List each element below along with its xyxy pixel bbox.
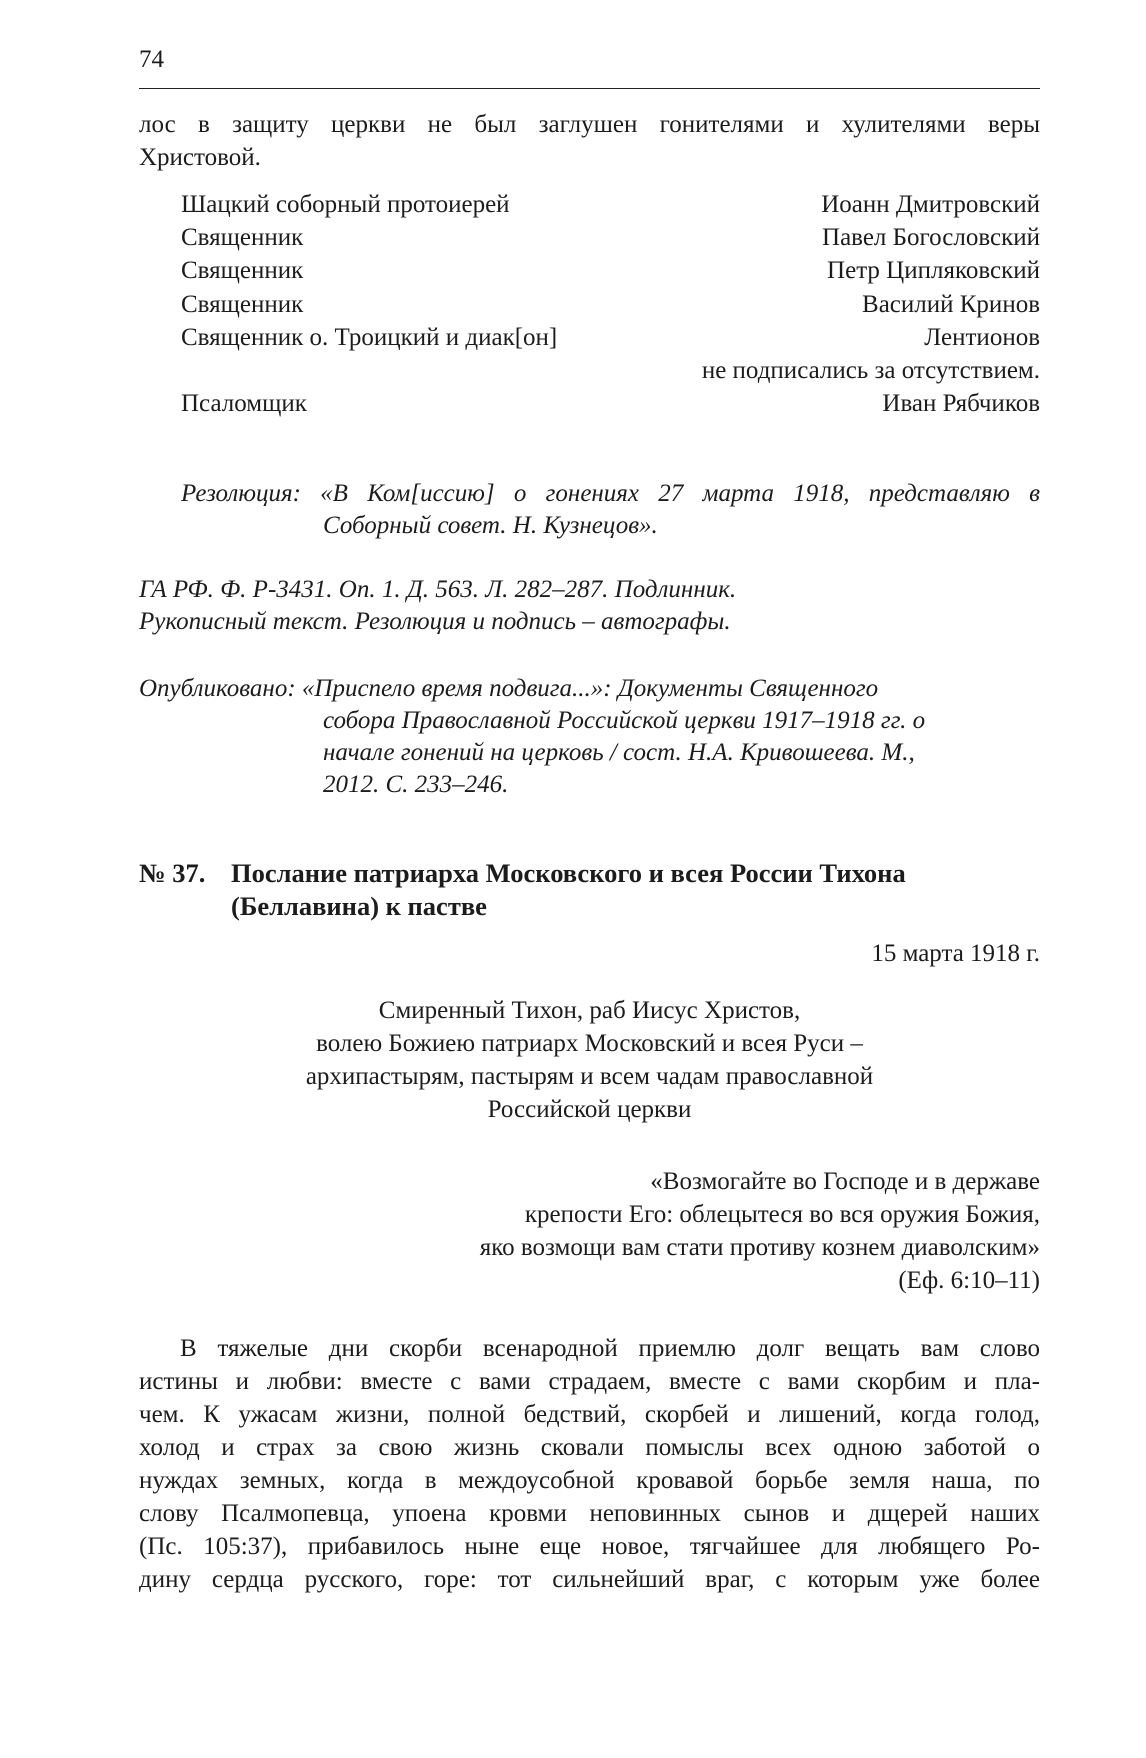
- signature-row: [181, 188, 1040, 221]
- signature-name: Иван Рябчиков: [882, 390, 1040, 418]
- signature-name: Василий Кринов: [862, 290, 1040, 318]
- epigraph: [139, 1165, 1040, 1297]
- archive-line: ГА РФ. Ф. Р-3431. Оп. 1. Д. 563. Л. 282–287. Подлинник.: [139, 576, 737, 603]
- document-heading: [139, 857, 1040, 923]
- address-line: волею Божиею патриарх Московский и всея Руси –: [316, 1030, 863, 1057]
- epigraph-line: «Возмогайте во Господе и в державе: [650, 1168, 1040, 1195]
- header-rule: [139, 88, 1040, 89]
- publication-label: Опубликовано:: [139, 675, 296, 702]
- document-title: Послание патриарха Московского и всея России Тихона: [231, 858, 906, 888]
- signature-role: Священник: [181, 257, 304, 285]
- epigraph-line: яко возмощи вам стати противу кознем диаволским»: [479, 1234, 1040, 1261]
- text-line: холод и страх за свою жизнь сковали помыслы всех одною заботой о: [139, 1434, 1040, 1461]
- publication-text-cont: собора Православной Российской церкви 1917–1918 гг. о: [323, 707, 926, 734]
- address-block: [139, 994, 1040, 1126]
- text-line: чем. К ужасам жизни, полной бедствий, скорбей и лишений, когда голод,: [139, 1401, 1040, 1428]
- document-date: 15 марта 1918 г.: [871, 940, 1040, 967]
- signature-name: Лентионов: [924, 323, 1040, 351]
- publication-first-line: [139, 673, 1040, 705]
- archive-line: Рукописный текст. Резолюция и подпись – автографы.: [139, 608, 731, 635]
- signature-role: Священник о. Троицкий и диак[он]: [181, 323, 558, 351]
- address-line: архипастырям, пастырям и всем чадам православной: [305, 1063, 874, 1090]
- signature-row: [181, 221, 1040, 254]
- resolution-note: [181, 478, 1040, 542]
- address-line: Российской церкви: [487, 1096, 692, 1123]
- page-number: 74: [139, 46, 164, 73]
- text-line: истины и любви: вместе с вами страдаем, вместе с вами скорбим и пла-: [139, 1368, 1040, 1395]
- resolution-first-line: [181, 478, 1040, 510]
- text-line: лос в защиту церкви не был заглушен гонителями и хулителями веры: [139, 111, 1040, 138]
- resolution-text-cont: Соборный совет. Н. Кузнецов».: [323, 512, 658, 539]
- archive-reference: [139, 574, 1040, 638]
- text-line: Христовой.: [139, 144, 261, 171]
- text-line: нуждах земных, когда в междоусобной кровавой борьбе земля наша, по: [139, 1467, 1040, 1494]
- signature-row: [181, 387, 1040, 420]
- body-paragraph: [139, 1332, 1040, 1596]
- text-line: (Пс. 105:37), прибавилось ныне еще новое, тягчайшее для любящего Ро-: [139, 1533, 1040, 1560]
- epigraph-source: (Еф. 6:10–11): [898, 1267, 1040, 1294]
- document-number: № 37.: [139, 858, 206, 888]
- heading-first-line: [139, 857, 1040, 890]
- signature-row: [181, 321, 1040, 354]
- opening-paragraph: [139, 108, 1040, 174]
- signature-name: Иоанн Дмитровский: [821, 191, 1040, 218]
- text-line: слову Псалмопевца, упоена кровми неповинных сынов и дщерей наших: [139, 1500, 1040, 1527]
- epigraph-line: крепости Его: облецытеся во вся оружия Божия,: [524, 1201, 1040, 1228]
- text-line: дину сердца русского, горе: тот сильнейший враг, с которым уже более: [139, 1566, 1040, 1593]
- publication-text-cont: начале гонений на церковь / сост. Н.А. Кривошеева. М.,: [323, 739, 915, 766]
- text-line: В тяжелые дни скорби всенародной приемлю долг вещать вам слово: [180, 1335, 1040, 1362]
- document-title-cont: (Беллавина) к пастве: [231, 891, 487, 921]
- signature-row: [181, 288, 1040, 321]
- signature-role: Священник: [181, 224, 304, 252]
- signature-role: Шацкий соборный протоиерей: [181, 191, 510, 218]
- resolution-label: Резолюция:: [181, 480, 301, 507]
- publication-reference: [139, 673, 1040, 801]
- signature-role: Псаломщик: [181, 390, 307, 418]
- publication-text-cont: 2012. С. 233–246.: [323, 771, 509, 798]
- resolution-text: «В Ком[иссию] о гонениях 27 марта 1918, представляю в: [300, 480, 1040, 507]
- signature-row: [181, 354, 1040, 387]
- signature-name: Петр Ципляковский: [827, 257, 1040, 285]
- address-line: Смиренный Тихон, раб Иисус Христов,: [378, 997, 801, 1024]
- signature-role: Священник: [181, 290, 304, 318]
- signatures-block: [181, 188, 1040, 420]
- publication-text: «Приспело время подвига...»: Документы Священного: [295, 675, 879, 702]
- signature-row: [181, 254, 1040, 287]
- signature-name: Павел Богословский: [822, 224, 1040, 252]
- signature-note: не подписались за отсутствием.: [701, 356, 1040, 384]
